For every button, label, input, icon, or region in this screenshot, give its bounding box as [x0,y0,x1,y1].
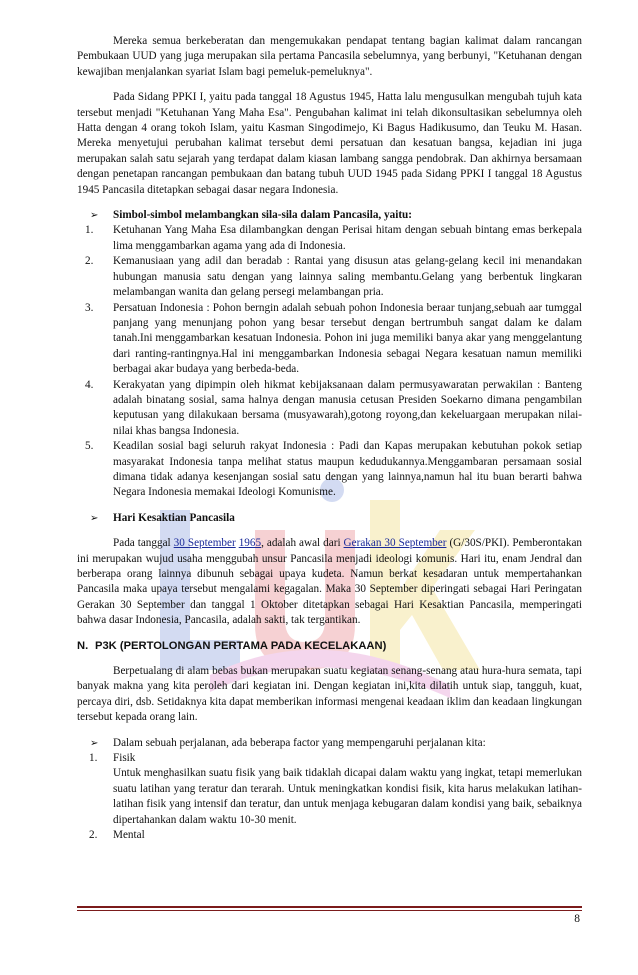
paragraph-p3k: Berpetualang di alam bebas bukan merupakan suatu kegiatan senang-senang atau hura-hura semata, tapi banyak makna yang kita peroleh dari kegiatan ini. Dengan kegiatan ini,kita dilatih untuk siap, tangguh, kuat, percaya diri, dsb. Setidaknya kita dapat memberikan informasi mengenai keadaan iklim dan keadaan lingkungan tersebut kepada orang lain. [77,665,582,724]
right-arrowhead-icon: ➢ [90,512,99,524]
list-text: Kerakyatan yang dipimpin oleh hikmat kebijaksanaan dalam permusyawaratan perwakilan : Banteng adalah binatang sosial, sama halnya dengan manusia cetusan Presiden Soekarno dimana pengambilan keputusan yang dilakukaan bersama (musyawarah),gotong royong,dan kekeluargaan merupakan nilai-nilai khas bangsa Indonesia. [113,378,582,437]
page-number: 8 [574,913,580,925]
paragraph-objection: Mereka semua berkeberatan dan mengemukakan pendapat tentang bagian kalimat dalam rancangan Pembukaan UUD yang juga merupakan sila pertama Pancasila sebelumnya, yang berbunyi, "Ketuhanan dengan kewajiban menjalankan syariat Islam bagi pemeluk-pemeluknya". [77,35,582,78]
link-30-september[interactable]: 30 September [173,537,236,550]
bullet-heading-text: Simbol-simbol melambangkan sila-sila dalam Pancasila, yaitu: [113,209,412,222]
list-item [77,223,582,254]
list-item [77,439,582,501]
section-title: P3K (PERTOLONGAN PERTAMA PADA KECELAKAAN) [95,639,387,652]
link-gerakan-30-september[interactable]: Gerakan 30 September [343,537,447,550]
list-number: 2. [85,255,94,268]
paragraph-kesaktian [77,536,582,628]
right-arrowhead-icon: ➢ [90,210,99,222]
paragraph-ppki-session: Pada Sidang PPKI I, yaitu pada tanggal 18 Agustus 1945, Hatta lalu mengusulkan mengubah tujuh kata tersebut menjadi "Ketuhanan Yang Maha Esa". Pengubahan kalimat ini telah dikonsultasikan sebelumnya oleh Hatta dengan 4 orang tokoh Islam, yaitu Kasman Singodimejo, Ki Bagus Hadikusumo, dan Teuku M. Hasan. Mereka menyetujui perubahan kalimat tersebut demi persatuan dan kesatuan bangsa, kejadian ini juga merupakan salah satu sejarah yang terdapat dalam kiasan lambang sangga pendobrak. Dan akhirnya bersamaan dengan penetapan rancangan pembukaan dan batang tubuh UUD 1945 pada Sidang PPKI I tanggal 18 Agustus 1945 Pancasila ditetapkan sebagai dasar negara Indonesia. [77,91,582,196]
section-heading-p3k [77,639,582,654]
list-number: 4. [85,378,94,391]
bullet-factors [77,736,582,751]
bullet-heading-text: Hari Kesaktian Pancasila [113,511,235,524]
list-title: Fisik [113,752,136,765]
list-text: Persatuan Indonesia : Pohon berngin adalah sebuah pohon Indonesia beraar tunjang,sebuah aar tumggal panjang yang menunjang pohon yang besar tersebut dengan bertrumbuh sangat dalam ke dalam tanah.Ini menggambarkan kesatuan Indonesia. Pohon ini juga memiliki banya akar yang menggelantung dari ranting-rantingnya.Hal ini menggambarkan Indonesia sebagai Negara kesatuan namun memiliki berbagai akar budaya yang berbeda-beda. [113,301,582,376]
footer-rule [77,906,582,908]
list-number: 1. [89,752,98,765]
list-text: Ketuhanan Yang Maha Esa dilambangkan dengan Perisai hitam dengan sebuah bintang emas berkepala lima menggambarkan agama yang ada di Indonesia. [113,224,582,252]
list-title: Mental [113,829,145,842]
list-text: Kemanusiaan yang adil dan beradab : Rantai yang disusun atas gelang-gelang kecil ini menandakan hubungan manusia satu dengan yang lainnya saling membantu.Gelang yang berbentuk lingkaran melambangan wanita dan gelang persegi melambangan pria. [113,255,582,299]
bullet-text: Dalam sebuah perjalanan, ada beberapa factor yang mempengaruhi perjalanan kita: [113,736,486,749]
list-number: 2. [89,829,98,842]
list-number: 1. [85,224,94,237]
right-arrowhead-icon: ➢ [90,737,99,749]
link-1965[interactable]: 1965 [238,537,262,550]
list-text: Keadilan sosial bagi seluruh rakyat Indonesia : Padi dan Kapas merupakan kebutuhan pokok setiap masyarakat Indonesia tanpa melihat status maupun kedudukannya.Menggambaran persamaan sosial dimana tidak adanya kesenjangan sosial satu dengan yang lainnya,namun hal itu buan berarti bahwa Negara Indonesia memakai Ideologi Komunisme. [113,440,582,499]
list-item [77,751,582,828]
list-item [77,378,582,440]
factors-list [77,751,582,843]
list-item [77,254,582,300]
bullet-heading-kesaktian [77,511,582,526]
list-number: 5. [85,440,94,453]
symbols-list [77,223,582,500]
list-item [77,828,582,843]
text-run: Pada tanggal [113,537,174,550]
text-run: , adalah awal dari [261,537,344,550]
list-text: Untuk menghasilkan suatu fisik yang baik tidaklah dicapai dalam waktu yang ingkat, tetapi memerlukan suatu latihan yang teratur dan terarah. Untuk meningkatkan kondisi fisik, kita harus melakukan latihan-latihan fisik yang intensif dan teratur, dan untuk menjaga kebugaran dalam kondisi yang baik, sebaiknya dipertahankan dalam waktu 10-30 menit. [113,767,582,826]
content-area [77,34,582,844]
text-run: (G/30S/PKI). Pemberontakan ini merupakan wujud usaha menggubah unsur Pancasila menjadi ideologi komunis. Hari itu, enam Jendral dan berberapa orang lainnya dibunuh sebagai upaya kudeta. Namun berkat kesadaran untuk mempertahankan Pancasila maka upaya tersebut mengalami kegagalan. Maka 30 September diperingati sebagai Hari Peringatan Gerakan 30 September dan tanggal 1 Oktober ditetapkan sebagai Hari Kesaktian Pancasila, memperingati bahwa dasar Indonesia, Pancasila, adalah sakti, tak tergantikan. [77,537,583,627]
footer-rule-thin [77,910,582,911]
bullet-heading-symbols [77,208,582,223]
section-letter: N. [77,639,89,652]
list-item [77,301,582,378]
list-number: 3. [85,301,94,314]
